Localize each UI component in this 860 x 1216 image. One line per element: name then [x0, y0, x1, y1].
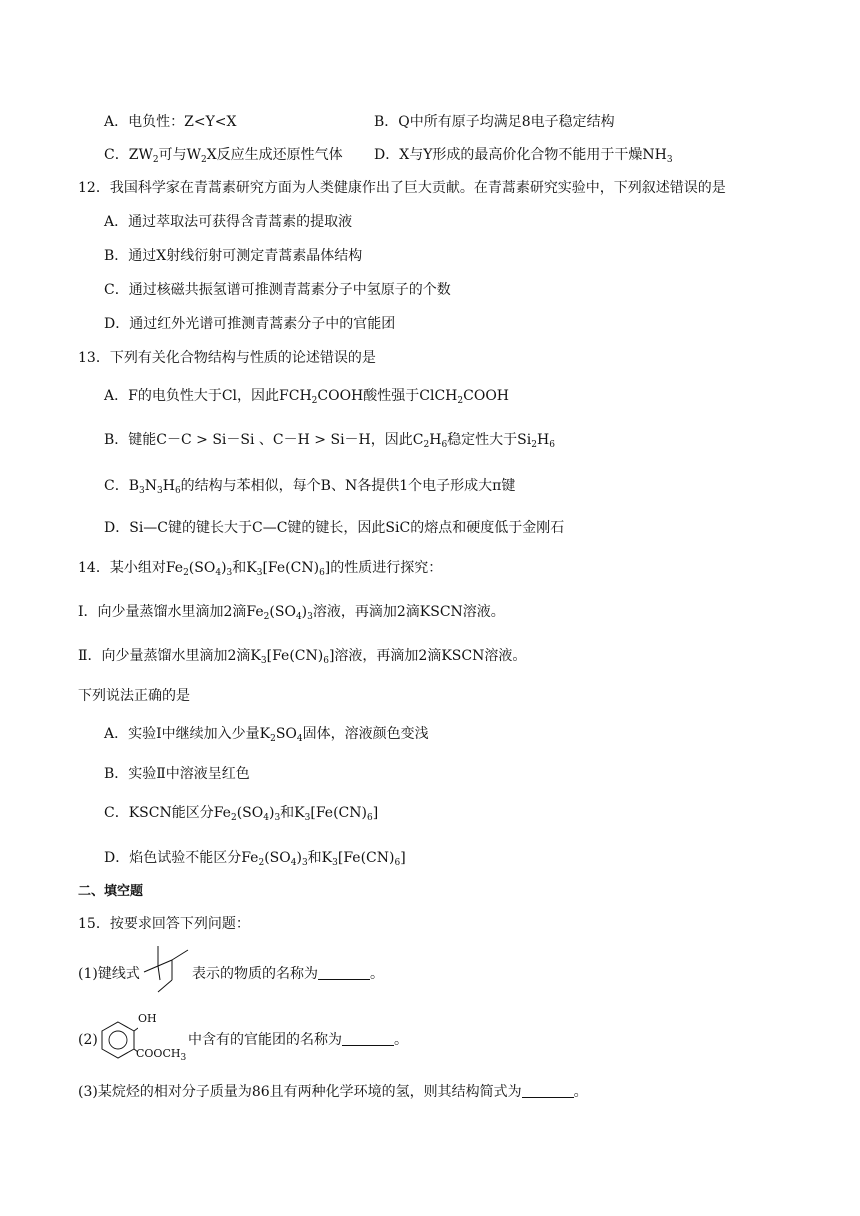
q14-ask: 下列说法正确的是 — [78, 688, 190, 704]
q15-part3-blank[interactable] — [522, 1083, 574, 1098]
hydroxyl-label: OH — [138, 1012, 157, 1025]
q12-option-a: A．通过萃取法可获得含青蒿素的提取液 — [104, 214, 353, 230]
q15-part2-text: 中含有的官能团的名称为 。 — [188, 1032, 408, 1048]
q13-option-d: D．Si—C键的键长大于C—C键的键长，因此SiC的熔点和硬度低于金刚石 — [104, 520, 565, 536]
q15-part3: (3)某烷烃的相对分子质量为86且有两种化学环境的氢，则其结构简式为 。 — [78, 1084, 588, 1100]
q11-option-b: B．Q中所有原子均满足8电子稳定结构 — [374, 114, 615, 130]
section-heading-fill-in: 二、填空题 — [78, 884, 144, 899]
q14-stem: 14．某小组对$Fe_2(SO_4)_3$和$K_3[Fe(CN)_6]$的性质进行探究： — [78, 560, 443, 578]
q14-option-d: D．焰色试验不能区分$Fe_2(SO_4)_3$和$K_3[Fe(CN)_6]$ — [104, 850, 406, 868]
q12-option-b: B．通过X射线衍射可测定青蒿素晶体结构 — [104, 248, 363, 264]
q15-stem: 15．按要求回答下列问题： — [78, 916, 250, 932]
q14-experiment-2: Ⅱ．向少量蒸馏水里滴加2滴$K_3[Fe(CN)_6]$溶液，再滴加2滴KSCN溶液。 — [78, 648, 527, 666]
q15-part2-prefix: (2) — [78, 1032, 98, 1048]
q14-option-a: A．实验Ⅰ中继续加入少量$K_2SO_4$固体，溶液颜色变浅 — [104, 726, 429, 744]
q11-option-a: A．电负性：Z<Y<X — [104, 114, 237, 130]
q15-part2-blank[interactable] — [342, 1031, 394, 1046]
q12-stem: 12．我国科学家在青蒿素研究方面为人类健康作出了巨大贡献。在青蒿素研究实验中，下列叙述错误的是 — [78, 180, 726, 196]
benzene-ring-icon — [98, 1018, 138, 1062]
skeletal-formula-icon — [138, 942, 194, 998]
q14-experiment-1: Ⅰ．向少量蒸馏水里滴加2滴$Fe_2(SO_4)_3$溶液，再滴加2滴KSCN溶液。 — [78, 604, 505, 622]
q15-part1-prefix: (1)键线式 — [78, 966, 140, 982]
methyl-salicylate-structure — [98, 1012, 186, 1064]
q13-stem: 13．下列有关化合物结构与性质的论述错误的是 — [78, 350, 376, 366]
ester-label: $COOCH_3$ — [136, 1047, 187, 1063]
q15-part1-blank[interactable] — [318, 965, 370, 980]
q13-option-c: C．$B_3N_3H_6$的结构与苯相似，每个B、N各提供1个电子形成大π键 — [104, 478, 516, 496]
q12-option-c: C．通过核磁共振氢谱可推测青蒿素分子中氢原子的个数 — [104, 282, 451, 298]
q13-option-b: B．键能C－C > Si－Si 、C－H > Si－H，因此$C_2H_6$稳定性大于$Si_2H_6$ — [104, 432, 555, 450]
q11-option-d: D．X与Y形成的最高价化合物不能用于干燥$NH_3$ — [374, 147, 673, 165]
q14-option-b: B．实验Ⅱ中溶液呈红色 — [104, 766, 250, 782]
q12-option-d: D．通过红外光谱可推测青蒿素分子中的官能团 — [104, 316, 396, 332]
q11-option-c: C．$ZW_2$可与$W_2X$反应生成还原性气体 — [104, 147, 343, 165]
q13-option-a: A．F的电负性大于Cl，因此$FCH_2COOH$酸性强于ClCH$_2$COOH — [104, 388, 510, 406]
q14-option-c: C．KSCN能区分$Fe_2(SO_4)_3$和$K_3[Fe(CN)_6]$ — [104, 805, 379, 823]
q15-part1-text: 表示的物质的名称为 。 — [192, 966, 384, 982]
